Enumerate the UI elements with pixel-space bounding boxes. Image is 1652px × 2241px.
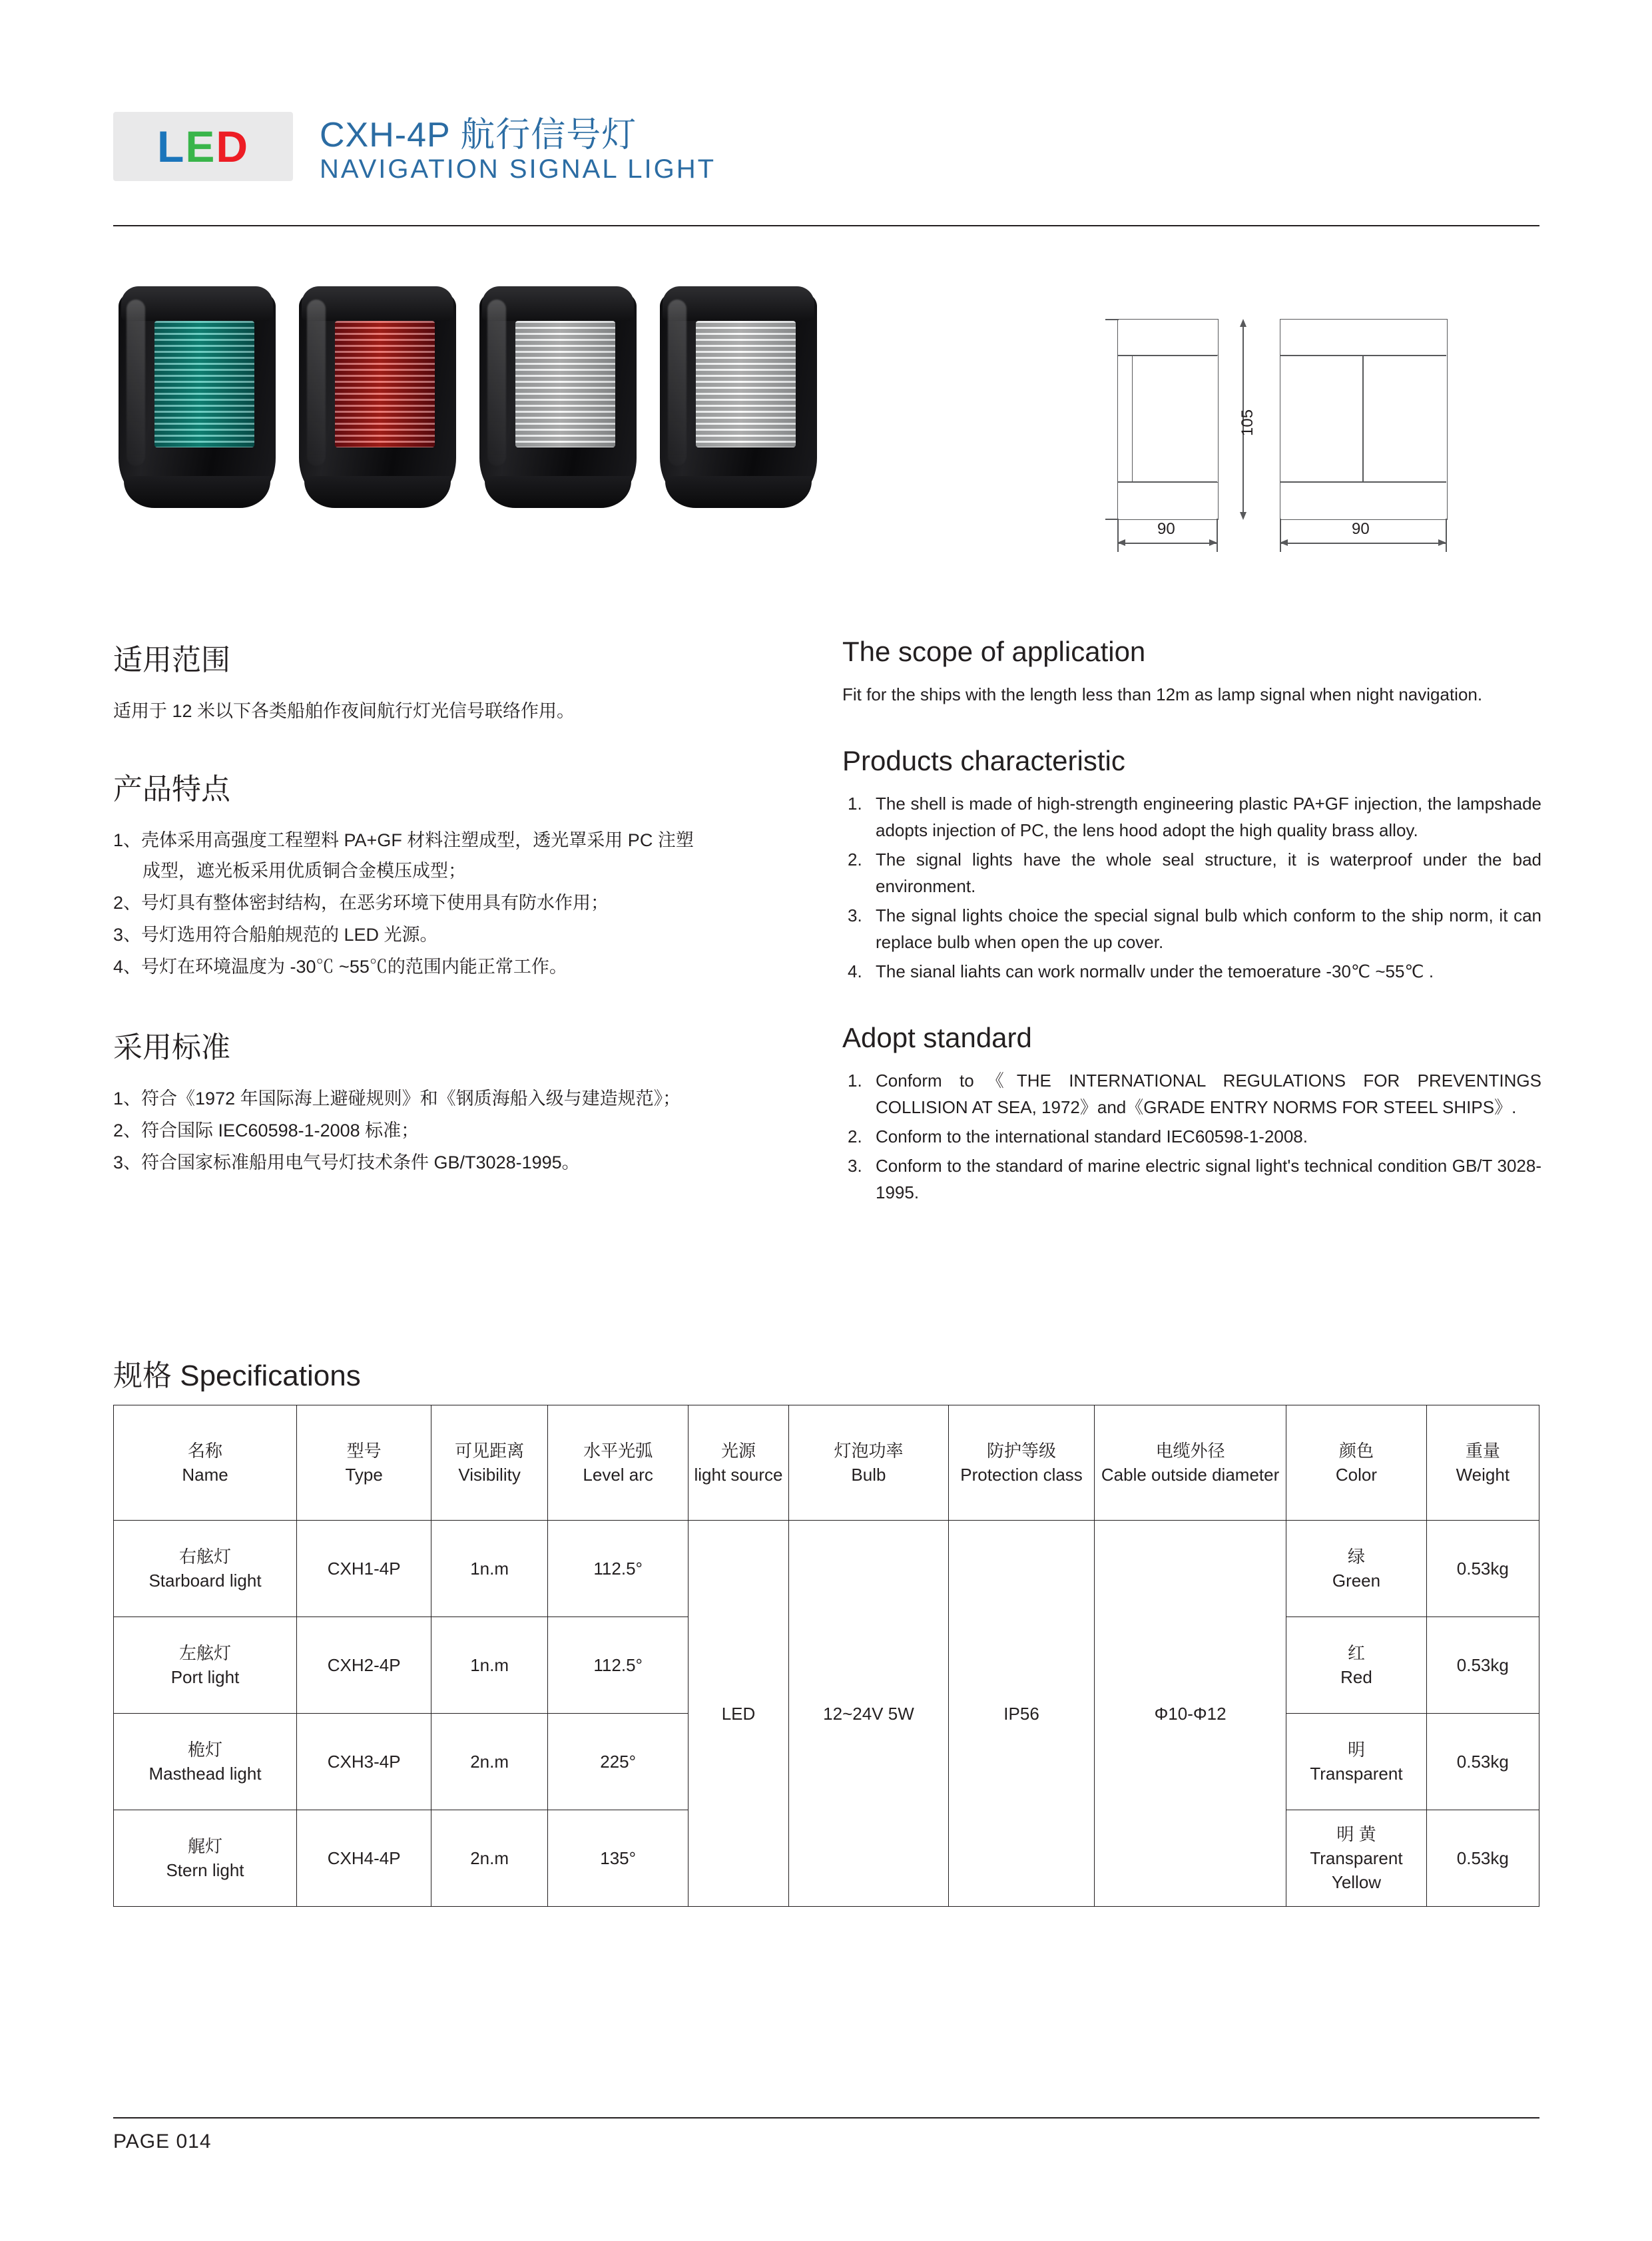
th-visibility-en: Visibility	[458, 1465, 521, 1485]
table-row	[114, 1521, 1539, 1617]
standard-list-en	[842, 1067, 1541, 1206]
item-text: 壳体采用高强度工程塑料 PA+GF 材料注塑成型，透光罩采用 PC 注塑	[141, 830, 694, 850]
logo-letter-l: L	[156, 122, 186, 171]
cell-type: CXH1-4P	[297, 1521, 431, 1617]
characteristic-list-en	[842, 790, 1541, 985]
cell-level-arc: 225°	[547, 1714, 688, 1810]
cell-weight: 0.53kg	[1426, 1521, 1539, 1617]
drawing-dim-width-right: 90	[1352, 520, 1370, 538]
list-item	[842, 1067, 1541, 1120]
item-text: 符合国家标准船用电气号灯技术条件 GB/T3028-1995。	[141, 1152, 580, 1172]
item-text: The shell is made of high-strength engineering plastic PA+GF injection, the lampshade adopts injection of PC, the lens hood adopt the high quality brass alloy.	[876, 794, 1541, 840]
lamp-gloss	[487, 300, 506, 466]
cell-color	[1286, 1617, 1426, 1714]
lamp-gloss	[127, 300, 145, 466]
standard-title-cn: 采用标准	[113, 1031, 230, 1064]
drawing-ext-right-2	[1446, 519, 1447, 552]
cell-weight: 0.53kg	[1426, 1714, 1539, 1810]
th-color	[1286, 1405, 1426, 1521]
list-item	[842, 846, 1541, 899]
item-num: 3.	[848, 905, 862, 925]
drawing-dim-line-left	[1117, 543, 1217, 544]
lamp-foot	[665, 476, 812, 508]
list-item	[113, 825, 826, 886]
product-photo-masthead	[474, 280, 642, 509]
cell-color-cn: 绿	[1347, 1547, 1365, 1567]
item-text: 号灯在环境温度为 -30℃ ~55℃的范围内能正常工作。	[141, 957, 567, 977]
cell-protection: IP56	[949, 1521, 1095, 1907]
item-num: 2、	[113, 1120, 142, 1140]
th-name-en: Name	[182, 1465, 228, 1485]
lamp-gloss	[307, 300, 326, 466]
item-num: 1、	[113, 1089, 142, 1109]
list-item	[113, 1083, 826, 1114]
cell-weight: 0.53kg	[1426, 1810, 1539, 1907]
list-item	[113, 887, 826, 918]
scope-title-cn: 适用范围	[113, 644, 230, 676]
cell-name-en: Stern light	[166, 1860, 244, 1880]
cell-color-en: Transparent Yellow	[1310, 1848, 1403, 1892]
characteristic-list-cn	[113, 825, 826, 982]
drawing-ext-left-1	[1117, 519, 1119, 552]
cell-name	[114, 1521, 297, 1617]
drawing-front-line-b	[1280, 481, 1446, 483]
item-num: 4.	[848, 961, 862, 981]
lamp-foot	[304, 476, 451, 508]
th-color-en: Color	[1335, 1465, 1378, 1485]
cell-name-cn: 左舷灯	[179, 1643, 232, 1663]
list-item	[113, 919, 826, 950]
th-weight	[1426, 1405, 1539, 1521]
cell-level-arc: 112.5°	[547, 1521, 688, 1617]
item-num: 1.	[848, 1071, 862, 1091]
product-photo-starboard	[113, 280, 281, 509]
th-name	[114, 1405, 297, 1521]
cell-name	[114, 1810, 297, 1907]
th-type-en: Type	[345, 1465, 383, 1485]
technical-drawing	[1105, 303, 1531, 569]
logo-letter-d: D	[216, 122, 250, 171]
table-body	[114, 1521, 1539, 1907]
logo-letter-e: E	[185, 122, 216, 171]
footer-divider	[113, 2117, 1539, 2118]
th-light-source-en: light source	[694, 1465, 783, 1485]
item-text: The signal lights choice the special signal bulb which conform to the ship norm, it can replace bulb when open the up cover.	[876, 905, 1541, 952]
list-item	[842, 1152, 1541, 1206]
scope-body-cn: 适用于 12 米以下各类船舶作夜间航行灯光信号联络作用。	[113, 701, 575, 721]
drawing-arrow-left-2	[1280, 539, 1288, 546]
item-num: 3.	[848, 1156, 862, 1176]
drawing-front-outline	[1280, 319, 1448, 520]
drawing-side-inner	[1132, 355, 1219, 483]
cell-level-arc: 112.5°	[547, 1617, 688, 1714]
list-item	[842, 958, 1541, 985]
th-protection-en: Protection class	[960, 1465, 1083, 1485]
th-visibility	[431, 1405, 548, 1521]
cell-color-en: Green	[1332, 1571, 1381, 1591]
characteristic-title-en: Products characteristic	[842, 745, 1125, 776]
item-text: 符合国际 IEC60598-1-2008 标准；	[141, 1120, 419, 1140]
th-weight-cn: 重量	[1465, 1441, 1500, 1461]
th-protection-cn: 防护等级	[987, 1441, 1057, 1461]
item-num: 4、	[113, 957, 142, 977]
lamp-foot	[124, 476, 270, 508]
table-header	[114, 1405, 1539, 1521]
scope-body-en: Fit for the ships with the length less than 12m as lamp signal when night navigation.	[842, 684, 1483, 704]
lamp-lens-transparent-yellow	[696, 321, 796, 447]
drawing-ext-right-1	[1280, 519, 1281, 552]
page-title-cn: CXH-4P 航行信号灯	[320, 116, 637, 154]
cell-name-cn: 桅灯	[188, 1740, 223, 1760]
list-item	[842, 1123, 1541, 1150]
drawing-side-tick-bottom	[1105, 519, 1119, 520]
cell-type: CXH4-4P	[297, 1810, 431, 1907]
item-text: 号灯具有整体密封结构，在恶劣环境下使用具有防水作用；	[141, 893, 609, 913]
th-type-cn: 型号	[346, 1441, 382, 1461]
th-level-arc	[547, 1405, 688, 1521]
cell-type: CXH2-4P	[297, 1617, 431, 1714]
cell-weight: 0.53kg	[1426, 1617, 1539, 1714]
th-name-cn: 名称	[188, 1441, 223, 1461]
drawing-ext-left-2	[1217, 519, 1218, 552]
cell-bulb: 12~24V 5W	[788, 1521, 949, 1907]
cell-name-en: Masthead light	[148, 1764, 262, 1784]
item-num: 2、	[113, 893, 142, 913]
list-item	[113, 951, 826, 982]
cell-name	[114, 1617, 297, 1714]
item-text: Conform to the standard of marine electric signal light's technical condition GB/T 3028-1995.	[876, 1156, 1541, 1202]
cell-color-cn: 明	[1347, 1740, 1365, 1760]
item-num: 3、	[113, 925, 142, 945]
item-text: Conform to《THE INTERNATIONAL REGULATIONS FOR PREVENTINGS COLLISION AT SEA, 1972》and《GRADE ENTRY NORMS FOR STEEL SHIPS》.	[876, 1071, 1541, 1117]
cell-cable-diameter: Φ10-Φ12	[1094, 1521, 1286, 1907]
drawing-arrow-down	[1240, 512, 1246, 520]
th-protection	[949, 1405, 1095, 1521]
cell-name-cn: 右舷灯	[179, 1547, 232, 1567]
content-column-english	[842, 636, 1541, 1208]
th-cable	[1094, 1405, 1286, 1521]
cell-color-cn: 红	[1347, 1643, 1365, 1663]
item-text: Conform to the international standard IEC60598-1-2008.	[876, 1126, 1308, 1146]
th-bulb-en: Bulb	[851, 1465, 886, 1485]
lamp-lens-red	[335, 321, 435, 447]
item-num: 2.	[848, 1126, 862, 1146]
cell-color-cn: 明 黄	[1336, 1824, 1376, 1844]
list-item	[842, 902, 1541, 955]
cell-visibility: 2n.m	[431, 1810, 548, 1907]
cell-visibility: 2n.m	[431, 1714, 548, 1810]
lamp-lens-transparent	[515, 321, 615, 447]
drawing-arrow-up	[1240, 319, 1246, 327]
list-item	[842, 790, 1541, 844]
drawing-side-line-a	[1117, 355, 1217, 356]
cell-visibility: 1n.m	[431, 1617, 548, 1714]
item-num: 2.	[848, 850, 862, 870]
item-text: 符合《1972 年国际海上避碰规则》和《钢质海船入级与建造规范》；	[141, 1089, 681, 1109]
drawing-arrow-left-1	[1117, 539, 1125, 546]
cell-level-arc: 135°	[547, 1810, 688, 1907]
th-weight-en: Weight	[1456, 1465, 1510, 1485]
drawing-side-line-b	[1117, 481, 1217, 483]
led-logo	[113, 112, 293, 181]
cell-name-en: Starboard light	[148, 1571, 262, 1591]
standard-list-cn	[113, 1083, 826, 1178]
specifications-title: 规格 Specifications	[113, 1360, 361, 1392]
item-num: 1.	[848, 794, 862, 814]
page-number: PAGE 014	[113, 2130, 212, 2152]
th-bulb	[788, 1405, 949, 1521]
th-cable-cn: 电缆外径	[1155, 1441, 1225, 1461]
cell-color-en: Red	[1340, 1667, 1372, 1687]
page-header	[113, 107, 1538, 213]
item-text: 号灯选用符合船舶规范的 LED 光源。	[141, 925, 438, 945]
header-divider	[113, 225, 1539, 226]
cell-visibility: 1n.m	[431, 1521, 548, 1617]
th-cable-en: Cable outside diameter	[1101, 1465, 1280, 1485]
cell-color	[1286, 1810, 1426, 1907]
lamp-lens-green	[154, 321, 254, 447]
th-visibility-cn: 可见距离	[455, 1441, 525, 1461]
th-level-arc-cn: 水平光弧	[583, 1441, 653, 1461]
item-num: 3、	[113, 1152, 142, 1172]
item-text: The signal lights have the whole seal structure, it is waterproof under the bad environment.	[876, 850, 1541, 896]
list-item	[113, 1147, 826, 1178]
content-column-chinese	[113, 636, 826, 1179]
product-photo-stern	[655, 280, 822, 509]
specifications-table	[113, 1405, 1539, 1907]
item-num: 1、	[113, 830, 142, 850]
page-title-en: NAVIGATION SIGNAL LIGHT	[320, 154, 716, 184]
list-item	[113, 1115, 826, 1146]
th-type	[297, 1405, 431, 1521]
drawing-dim-width-left: 90	[1157, 520, 1175, 538]
cell-name-en: Port light	[170, 1667, 240, 1687]
lamp-gloss	[668, 300, 687, 466]
cell-name-cn: 艉灯	[188, 1836, 223, 1856]
cell-color	[1286, 1714, 1426, 1810]
item-text-cont: 成型，遮光板采用优质铜合金模压成型；	[142, 861, 466, 881]
th-light-source	[688, 1405, 788, 1521]
lamp-foot	[485, 476, 631, 508]
standard-title-en: Adopt standard	[842, 1022, 1032, 1053]
cell-color	[1286, 1521, 1426, 1617]
th-color-cn: 颜色	[1338, 1441, 1374, 1461]
product-photo-group	[113, 280, 826, 513]
cell-light-source: LED	[688, 1521, 788, 1907]
th-level-arc-en: Level arc	[583, 1465, 653, 1485]
cell-name	[114, 1714, 297, 1810]
characteristic-title-cn: 产品特点	[113, 773, 230, 806]
th-light-source-cn: 光源	[720, 1441, 756, 1461]
table-header-row	[114, 1405, 1539, 1521]
item-text: The sianal liahts can work normallv under the temoerature -30℃ ~55℃ .	[876, 961, 1434, 981]
th-bulb-cn: 灯泡功率	[834, 1441, 904, 1461]
product-photo-port	[294, 280, 461, 509]
cell-type: CXH3-4P	[297, 1714, 431, 1810]
drawing-dim-height: 105	[1239, 409, 1256, 436]
drawing-front-center	[1362, 355, 1364, 481]
drawing-side-tick-top	[1105, 319, 1119, 320]
cell-color-en: Transparent	[1310, 1764, 1403, 1784]
drawing-dim-line-right	[1280, 543, 1446, 544]
scope-title-en: The scope of application	[842, 636, 1146, 667]
